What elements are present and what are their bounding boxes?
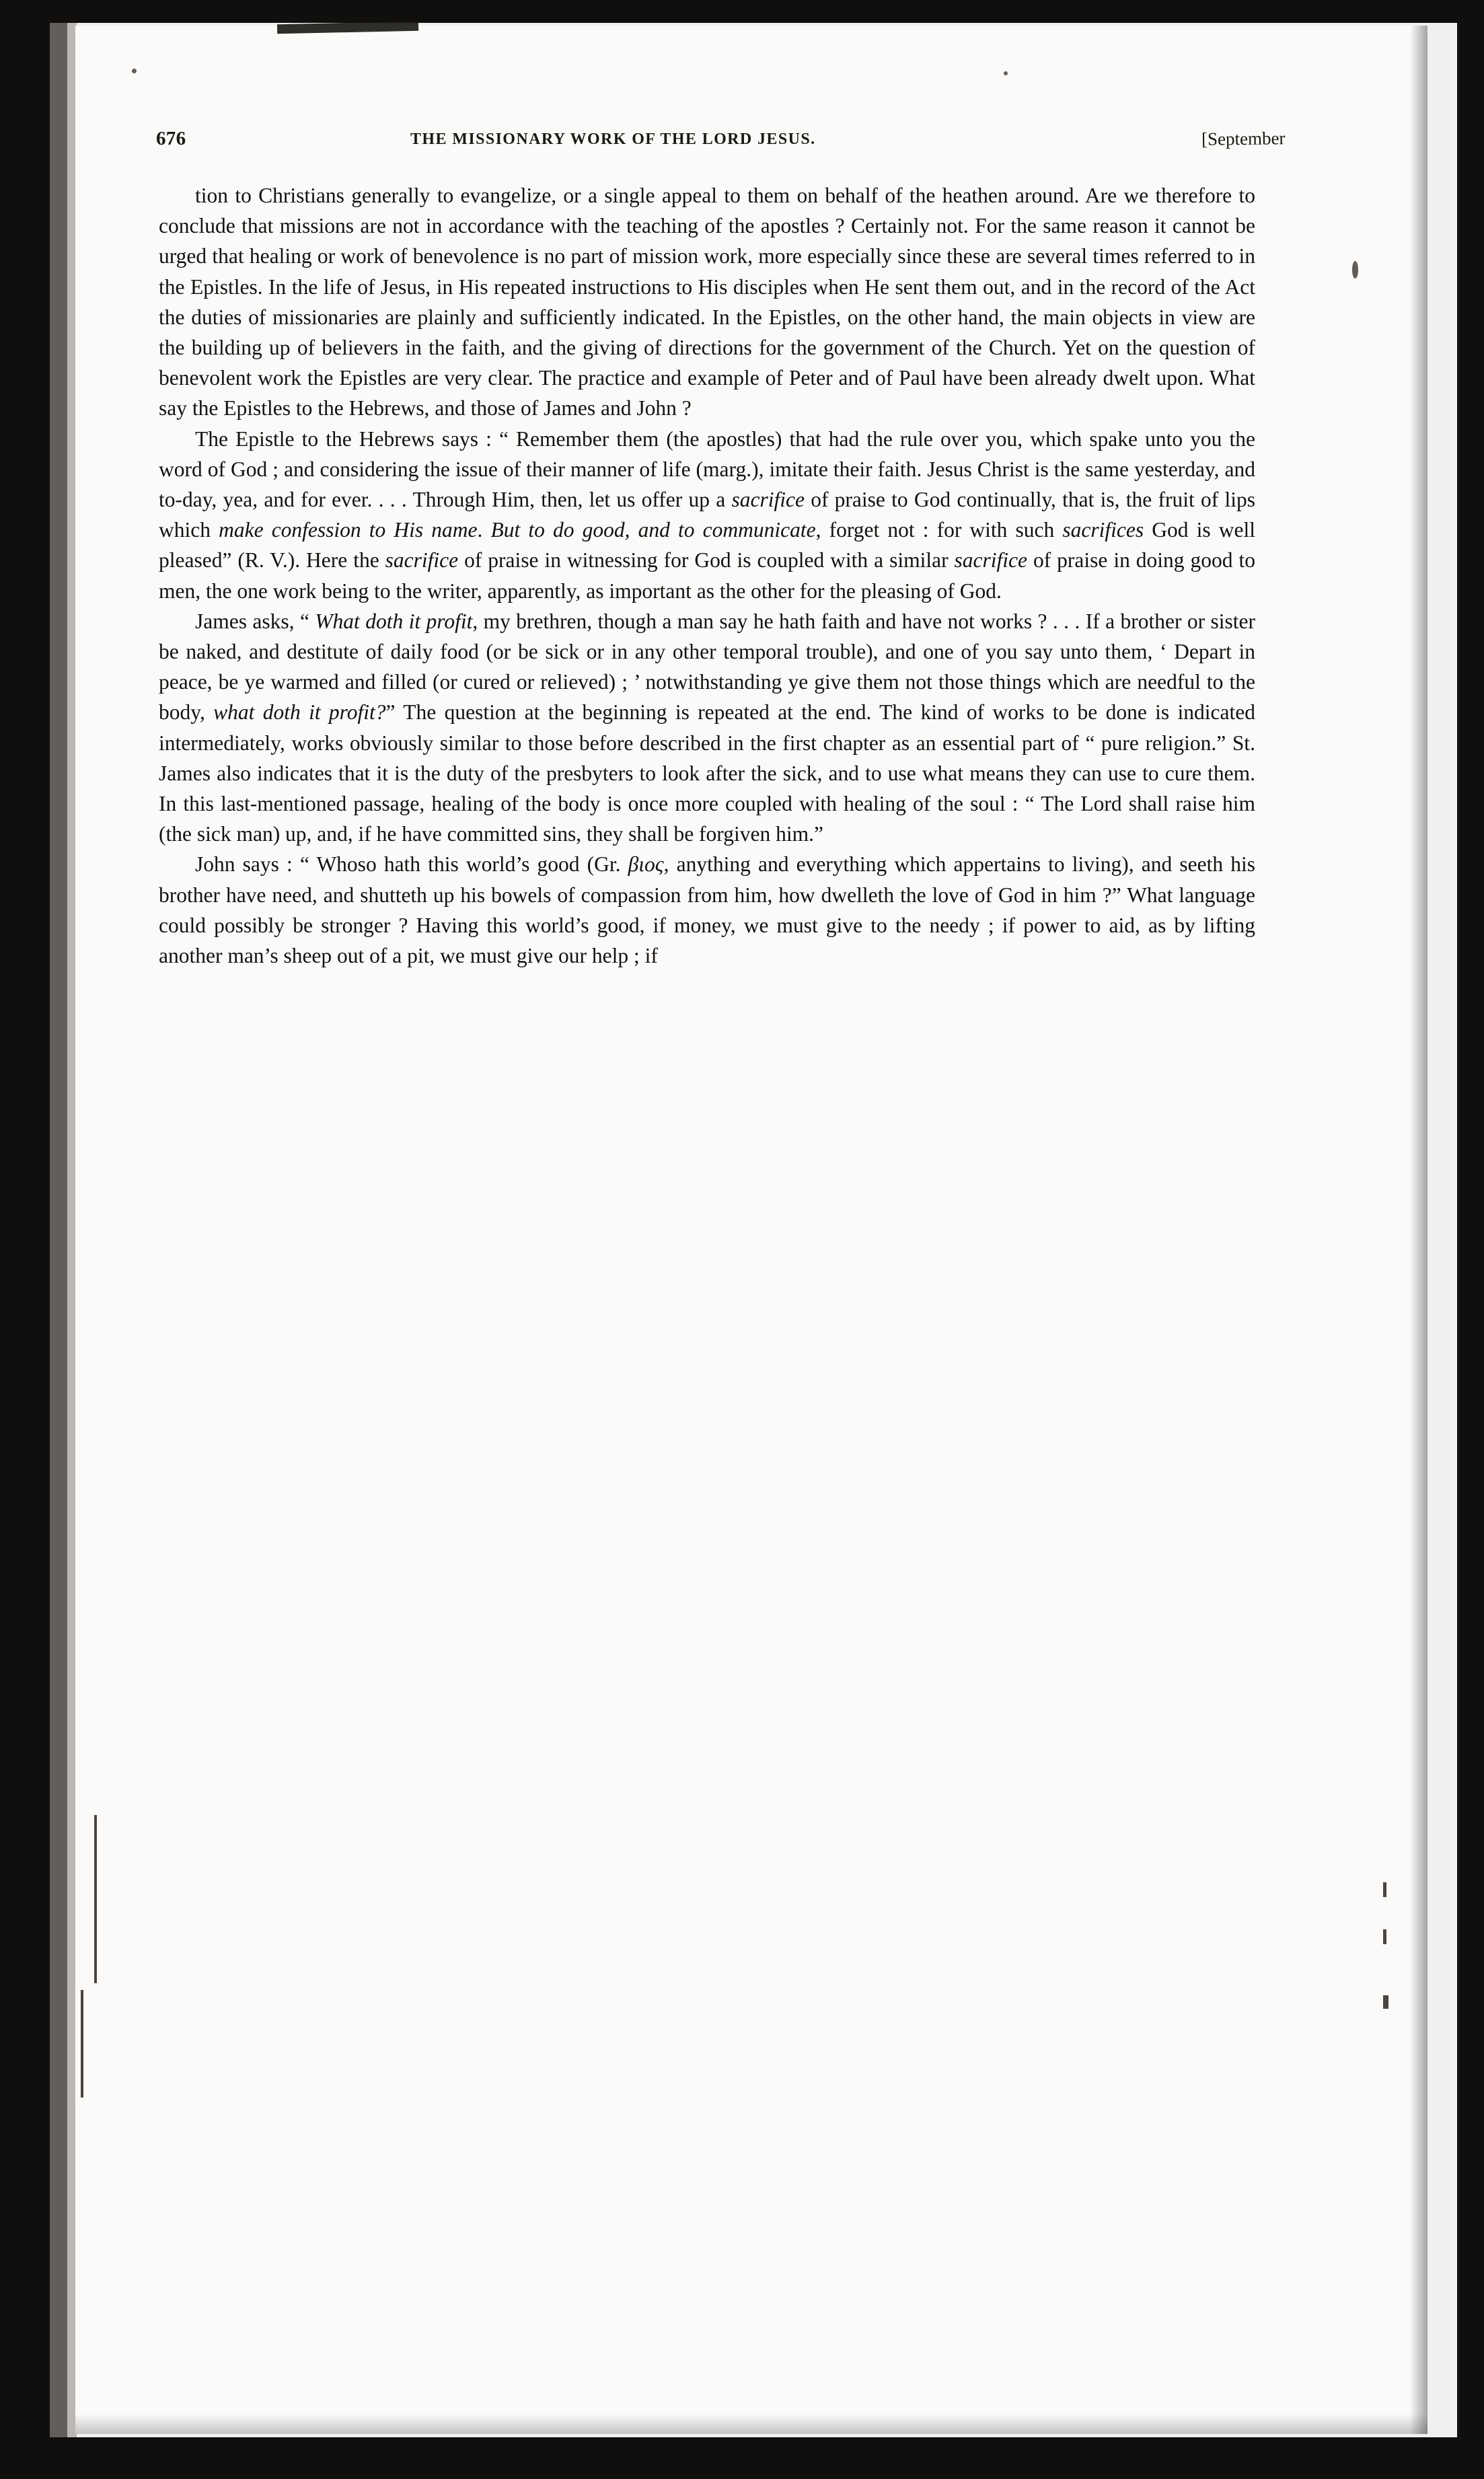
page-edge-tear	[277, 22, 418, 34]
issue-marker: [September	[1201, 128, 1286, 149]
scan-border-top	[0, 0, 1484, 23]
paragraph: John says : “ Whoso hath this world’s good (Gr. βιος, anything and everything which appertains to living), and seeth his brother have need, and shutteth up his bowels of compassion from him, how dwelleth the love of God in him ?” What language could possibly be stronger ? Having this world’s good, if money, we must give to the needy ; if power to aid, as by lifting another man’s sheep out of a pit, we must give our help ; if	[159, 852, 1255, 968]
running-head	[156, 128, 1286, 151]
scan-border-bottom	[0, 2437, 1484, 2479]
page-shadow-bottom	[75, 2414, 1427, 2434]
paragraph: James asks, “ What doth it profit, my brethren, though a man say he hath faith and have not works ? . . . If a brother or sister be naked, and destitute of daily food (or be sick or in any other temporal trouble), and one of you say unto them, ‘ Depart in peace, be ye warmed and filled (or cured or relieved) ; ’ notwithstanding ye give them not those things which are needful to the body, what doth it profit?” The question at the beginning is repeated at the end. The kind of works to be done is indicated intermediately, works obviously similar to those before described in the first chapter as an essential part of “ pure religion.” St. James also indicates that it is the duty of the presbyters to look after the sick, and to use what means they can use to cure them. In this last-mentioned passage, healing of the body is once more coupled with healing of the soul : “ The Lord shall raise him (the sick man) up, and, if he have committed sins, they shall be forgiven him.”	[159, 609, 1256, 846]
page-shadow-right	[1410, 26, 1427, 2434]
margin-mark	[81, 1990, 83, 2098]
margin-mark	[94, 1815, 97, 1983]
article-body	[159, 180, 1255, 971]
scan-speck	[132, 69, 137, 73]
margin-mark	[1383, 1929, 1386, 1944]
scan-gutter-dark	[50, 23, 67, 2437]
margin-mark	[1383, 1995, 1388, 2009]
scan-speck	[1004, 71, 1008, 75]
paragraph: The Epistle to the Hebrews says : “ Remember them (the apostles) that had the rule over you, which spake unto you the word of God ; and considering the issue of their manner of life (marg.), imitate their faith. Jesus Christ is the same yesterday, and to-day, yea, and for ever. . . . Through Him, then, let us offer up a sacrifice of praise to God continually, that is, the fruit of lips which make confession to His name. But to do good, and to communicate, forget not : for with such sacrifices God is well pleased” (R. V.). Here the sacrifice of praise in witnessing for God is coupled with a similar sacrifice of praise in doing good to men, the one work being to the writer, apparently, as important as the other for the pleasing of God.	[159, 427, 1256, 603]
page-number: 676	[156, 128, 186, 149]
scan-border-right	[1457, 0, 1484, 2479]
scan-speck	[1352, 261, 1358, 279]
margin-mark	[1383, 1882, 1386, 1897]
scan-border-left	[0, 0, 50, 2479]
running-title: THE MISSIONARY WORK OF THE LORD JESUS.	[410, 131, 816, 148]
paragraph: tion to Christians generally to evangelize, or a single appeal to them on behalf of the heathen around. Are we therefore to conclude that missions are not in accordance with the teaching of the apostles ? Certainly not. For the same reason it cannot be urged that healing or work of benevolence is no part of mission work, more especially since these are several times referred to in the Epistles. In the life of Jesus, in His repeated instructions to His disciples when He sent them out, and in the record of the Act the duties of missionaries are plainly and sufficiently indicated. In the Epistles, on the other hand, the main objects in view are the building up of believers in the faith, and the giving of directions for the government of the Church. Yet on the question of benevolent work the Epistles are very clear. The practice and example of Peter and of Paul have been already dwelt upon. What say the Epistles to the Hebrews, and those of James and John ?	[159, 184, 1255, 420]
